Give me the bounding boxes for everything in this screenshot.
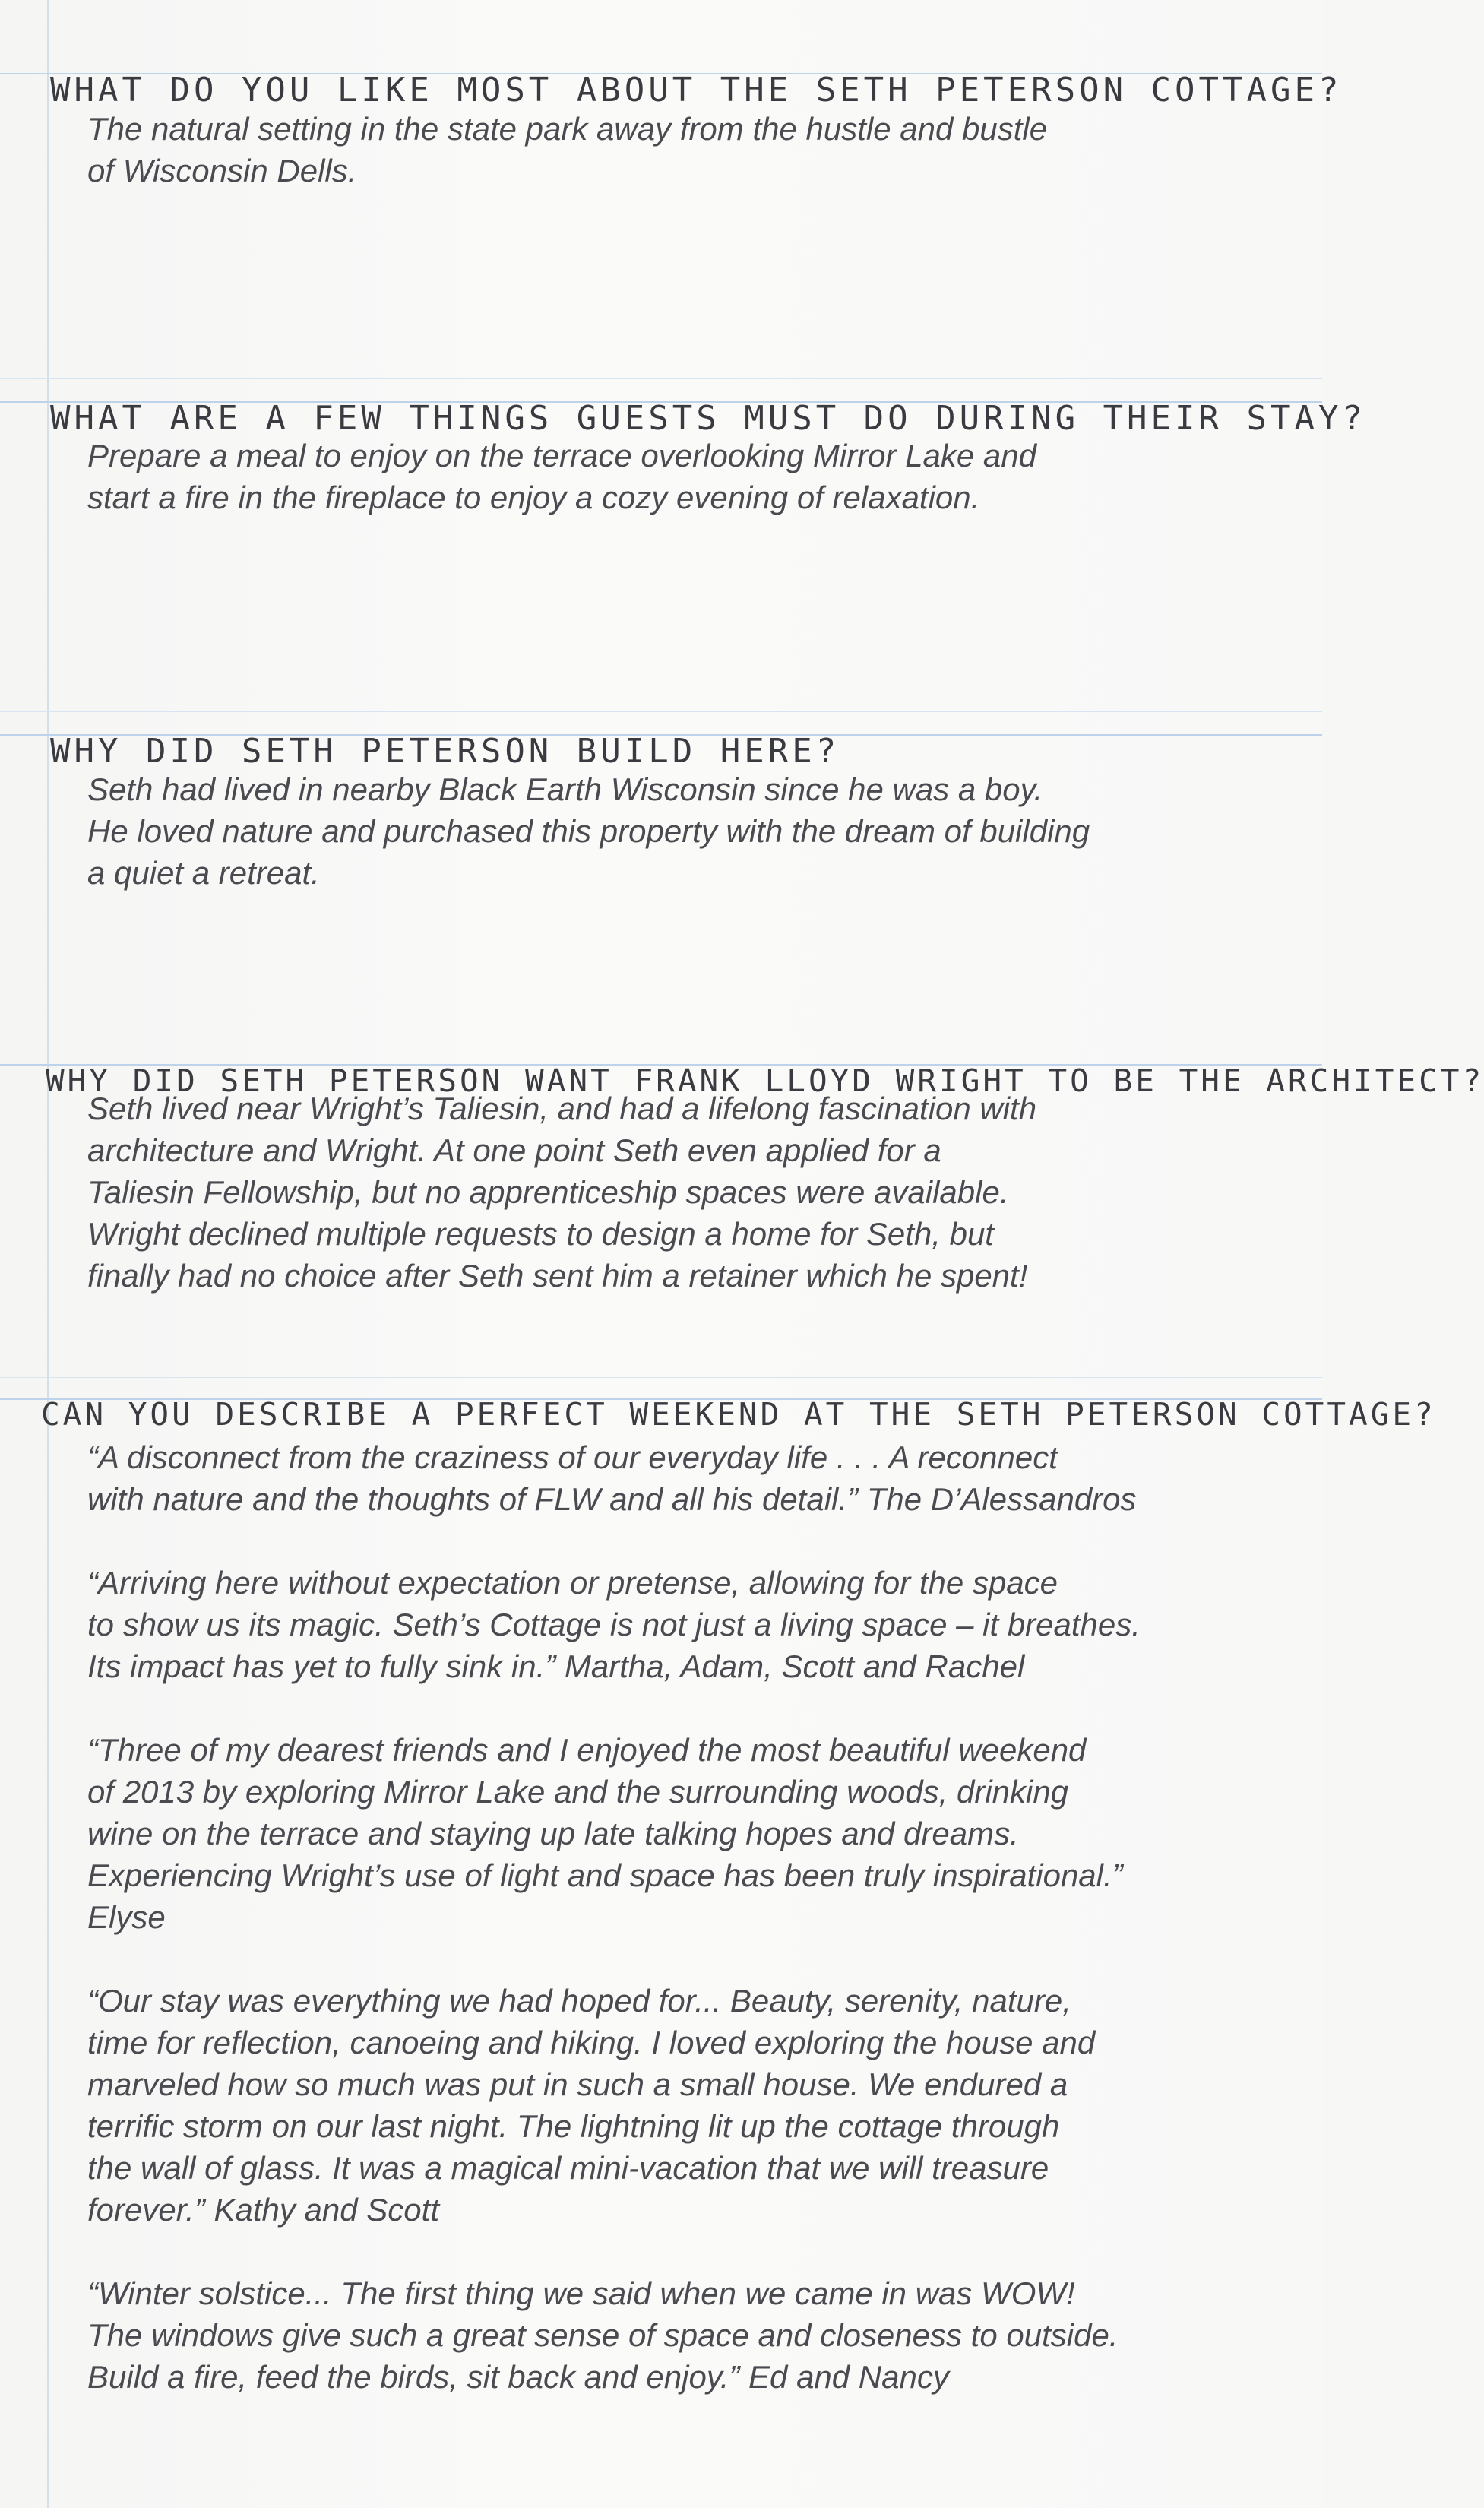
answer-line: architecture and Wright. At one point Seth even applied for a — [87, 1132, 941, 1168]
question-heading-1: WHAT DO YOU LIKE MOST ABOUT THE SETH PETERSON COTTAGE? — [50, 70, 1343, 109]
answer-4 — [87, 1088, 1273, 1297]
answer-2 — [87, 435, 1273, 518]
answer-line: Prepare a meal to enjoy on the terrace overlooking Mirror Lake and — [87, 438, 1037, 473]
answer-line: start a fire in the fireplace to enjoy a cozy evening of relaxation. — [87, 480, 980, 515]
quote-line: Experiencing Wright’s use of light and space has been truly inspirational.” — [87, 1857, 1123, 1893]
quote-line: “Three of my dearest friends and I enjoyed the most beautiful weekend — [87, 1732, 1087, 1768]
quote-line: time for reflection, canoeing and hiking. I loved exploring the house and — [87, 2025, 1096, 2060]
question-heading-5: CAN YOU DESCRIBE A PERFECT WEEKEND AT THE SETH PETERSON COTTAGE? — [41, 1396, 1436, 1433]
quote-line: “Winter solstice... The first thing we said when we came in was WOW! — [87, 2275, 1075, 2311]
margin-rule — [47, 0, 49, 2508]
quote-line: The windows give such a great sense of space and closeness to outside. — [87, 2317, 1119, 2353]
quote-line: “Arriving here without expectation or pretense, allowing for the space — [87, 1565, 1058, 1601]
answer-line: Wright declined multiple requests to design a home for Seth, but — [87, 1216, 994, 1252]
testimonial-quote — [87, 1980, 1273, 2231]
answer-line: The natural setting in the state park away from the hustle and bustle — [87, 111, 1048, 147]
question-heading-2: WHAT ARE A FEW THINGS GUESTS MUST DO DURING THEIR STAY? — [50, 398, 1366, 438]
quote-line: “Our stay was everything we had hoped for... Beauty, serenity, nature, — [87, 1983, 1071, 2019]
answer-line: Taliesin Fellowship, but no apprenticeship spaces were available. — [87, 1174, 1009, 1210]
testimonial-quote — [87, 2272, 1273, 2398]
quote-line: Its impact has yet to fully sink in.” Martha, Adam, Scott and Rachel — [87, 1648, 1025, 1684]
answer-line: finally had no choice after Seth sent him a retainer which he spent! — [87, 1258, 1028, 1294]
quote-line: the wall of glass. It was a magical mini-vacation that we will treasure — [87, 2150, 1049, 2186]
quote-line: to show us its magic. Seth’s Cottage is not just a living space – it breathes. — [87, 1607, 1141, 1642]
quote-line: terrific storm on our last night. The lightning lit up the cottage through — [87, 2108, 1060, 2144]
quote-line: forever.” Kathy and Scott — [87, 2192, 440, 2228]
answer-line: of Wisconsin Dells. — [87, 153, 357, 188]
quote-line: “A disconnect from the craziness of our everyday life . . . A reconnect — [87, 1439, 1058, 1475]
quote-line: with nature and the thoughts of FLW and all his detail.” The D’Alessandros — [87, 1481, 1137, 1517]
answer-1 — [87, 108, 1273, 192]
guide-line — [0, 378, 1322, 379]
answer-line: He loved nature and purchased this property with the dream of building — [87, 813, 1090, 849]
answer-line: Seth lived near Wright’s Taliesin, and had a lifelong fascination with — [87, 1091, 1037, 1126]
guide-line — [0, 711, 1322, 712]
answer-3 — [87, 768, 1273, 894]
answer-line: Seth had lived in nearby Black Earth Wisconsin since he was a boy. — [87, 771, 1043, 807]
testimonial-quote — [87, 1436, 1273, 1520]
quote-line: Build a fire, feed the birds, sit back and enjoy.” Ed and Nancy — [87, 2359, 949, 2395]
answer-line: a quiet a retreat. — [87, 855, 320, 891]
testimonial-quote — [87, 1729, 1273, 1938]
guide-line — [0, 1377, 1322, 1378]
quote-line: Elyse — [87, 1899, 166, 1935]
testimonial-quote — [87, 1562, 1273, 1687]
quote-line: of 2013 by exploring Mirror Lake and the surrounding woods, drinking — [87, 1774, 1069, 1810]
quote-line: wine on the terrace and staying up late talking hopes and dreams. — [87, 1816, 1019, 1851]
question-heading-4: WHY DID SETH PETERSON WANT FRANK LLOYD WRIGHT TO BE THE ARCHITECT? — [46, 1062, 1484, 1100]
testimonials — [87, 1436, 1273, 2398]
question-heading-3: WHY DID SETH PETERSON BUILD HERE? — [50, 731, 840, 771]
quote-line: marveled how so much was put in such a small house. We endured a — [87, 2066, 1068, 2102]
